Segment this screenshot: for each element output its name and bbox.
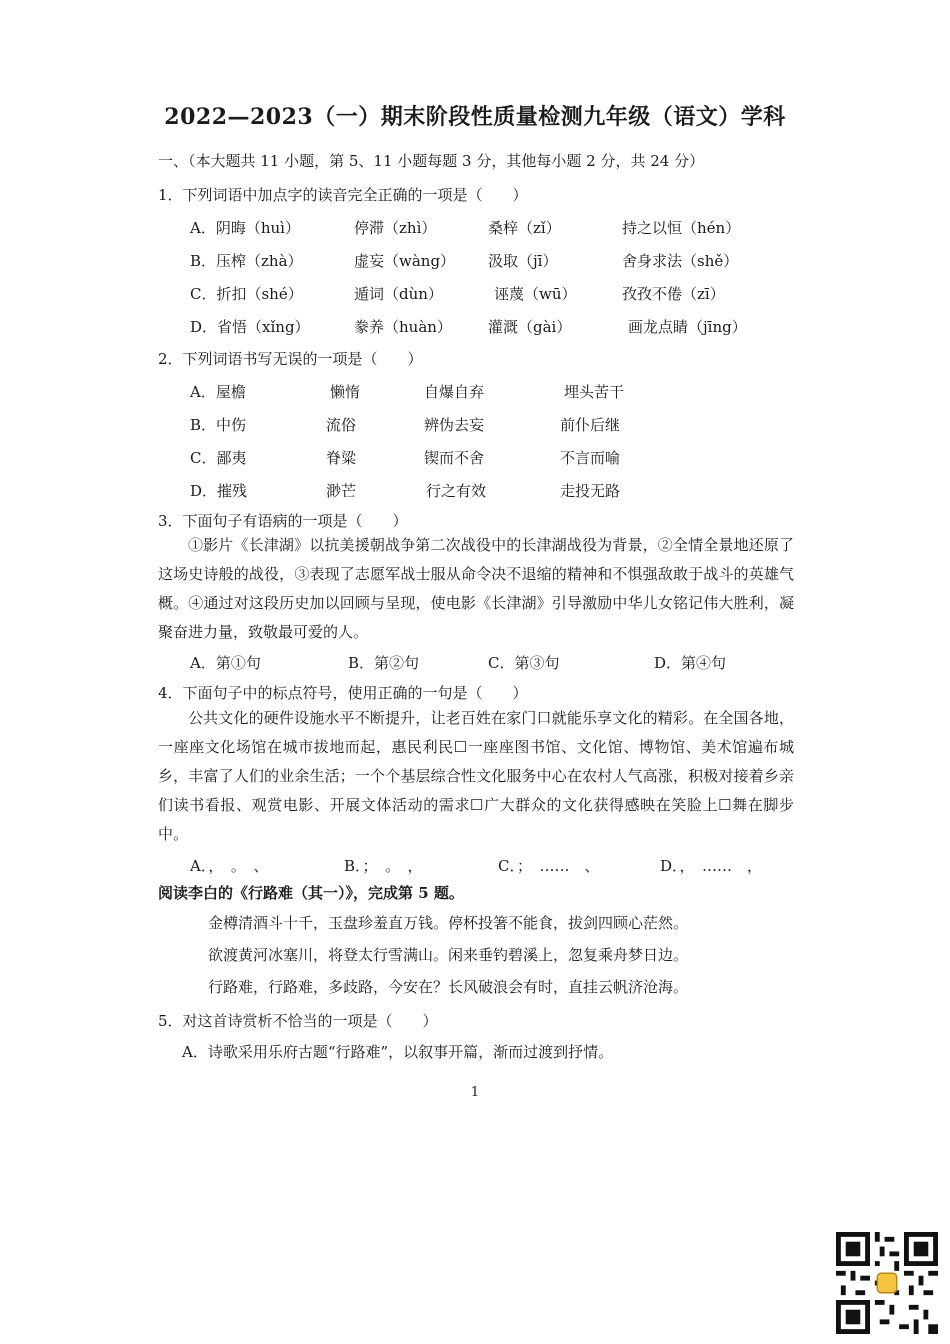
q2-option-c-1: C．鄙夷 bbox=[190, 449, 247, 467]
q3-option-b: B．第②句 bbox=[348, 654, 420, 672]
q4-option-b: B．； 。 ， bbox=[344, 857, 423, 875]
q1-option-c-3: 诬蔑（wū） bbox=[494, 285, 577, 303]
q1-option-b-3: 汲取（jī） bbox=[488, 252, 558, 270]
q1-option-a-4: 持之以恒（hén） bbox=[622, 219, 741, 237]
reading-intro: 阅读李白的《行路难（其一）》，完成第 5 题。 bbox=[158, 884, 464, 902]
q1-option-a-2: 停滞（zhì） bbox=[354, 219, 437, 237]
poem-line-3: 行路难，行路难，多歧路，今安在？长风破浪会有时，直挂云帆济沧海。 bbox=[208, 978, 689, 996]
q2-option-a-3: 自爆自弃 bbox=[424, 383, 485, 401]
q1-option-a-3: 桑梓（zǐ） bbox=[488, 219, 561, 237]
q1-option-d-4: 画龙点睛（jīng） bbox=[628, 318, 747, 336]
q2-option-d-3: 行之有效 bbox=[426, 482, 487, 500]
poem-line-2: 欲渡黄河冰塞川，将登太行雪满山。闲来垂钓碧溪上，忽复乘舟梦日边。 bbox=[208, 946, 689, 964]
q1-option-b-4: 舍身求法（shě） bbox=[622, 252, 739, 270]
q3-option-a: A．第①句 bbox=[190, 654, 261, 672]
q1-option-c-2: 遁词（dùn） bbox=[354, 285, 443, 303]
qr-code-icon bbox=[836, 1232, 938, 1334]
q1-option-c-1: C．折扣（shé） bbox=[190, 285, 303, 303]
question-3-stem: 3．下面句子有语病的一项是（ ） bbox=[158, 512, 408, 530]
q2-option-c-3: 锲而不舍 bbox=[424, 449, 485, 467]
q2-option-b-3: 辨伪去妄 bbox=[424, 416, 485, 434]
q2-option-a-4: 埋头苦干 bbox=[564, 383, 625, 401]
q1-option-c-4: 孜孜不倦（zī） bbox=[622, 285, 725, 303]
q2-option-a-1: A．屋檐 bbox=[190, 383, 246, 401]
q2-option-b-2: 流俗 bbox=[326, 416, 357, 434]
page-number: 1 bbox=[470, 1085, 480, 1100]
q1-option-b-1: B．压榨（zhà） bbox=[190, 252, 303, 270]
question-4-stem: 4．下面句子中的标点符号，使用正确的一句是（ ） bbox=[158, 684, 528, 702]
q1-option-d-2: 豢养（huàn） bbox=[354, 318, 452, 336]
q1-option-d-3: 灌溉（gài） bbox=[488, 318, 572, 336]
q2-option-b-1: B．中伤 bbox=[190, 416, 247, 434]
page-title: 2022—2023（一）期末阶段性质量检测九年级（语文）学科 bbox=[164, 104, 786, 130]
q2-option-d-1: D．摧残 bbox=[190, 482, 248, 500]
q3-option-d: D．第④句 bbox=[654, 654, 727, 672]
q2-option-d-2: 渺芒 bbox=[326, 482, 357, 500]
question-4-passage: 公共文化的硬件设施水平不断提升，让老百姓在家门口就能乐享文化的精彩。在全国各地，一座座文化场馆在城市拔地而起，惠民利民☐一座座图书馆、文化馆、博物馆、美术馆遍布城乡，丰富了人们的业余生活；一个个基层综合性文化服务中心在农村人气高涨，积极对接着乡亲们读书看报、观赏电影、开展文体活动的需求☐广大群众的文化获得感映在笑脸上☐舞在脚步中。 bbox=[158, 709, 794, 843]
q3-option-c: C．第③句 bbox=[488, 654, 560, 672]
section-heading: 一、（本大题共 11 小题，第 5、11 小题每题 3 分，其他每小题 2 分，共 24 分） bbox=[158, 152, 705, 170]
q4-option-c: C．； …… 、 bbox=[498, 857, 600, 875]
q2-option-a-2: 懒惰 bbox=[330, 383, 361, 401]
q2-option-c-2: 脊粱 bbox=[326, 449, 357, 467]
question-3-passage: ①影片《长津湖》以抗美援朝战争第二次战役中的长津湖战役为背景，②全情全景地还原了这场史诗般的战役，③表现了志愿军战士服从命令决不退缩的精神和不惧强敌敢于战斗的英雄气概。④通过对这段历史加以回顾与呈现，使电影《长津湖》引导激励中华儿女铭记伟大胜利，凝聚奋进力量，致敬最可爱的人。 bbox=[158, 536, 794, 641]
question-2-stem: 2．下列词语书写无误的一项是（ ） bbox=[158, 350, 423, 368]
q2-option-b-4: 前仆后继 bbox=[560, 416, 621, 434]
q4-option-d: D．， …… ， bbox=[660, 857, 763, 875]
question-1-stem: 1．下列词语中加点字的读音完全正确的一项是（ ） bbox=[158, 186, 528, 204]
q1-option-d-1: D．省悟（xǐng） bbox=[190, 318, 310, 336]
question-5-stem: 5．对这首诗赏析不恰当的一项是（ ） bbox=[158, 1012, 438, 1030]
q5-option-a: A．诗歌采用乐府古题“行路难”，以叙事开篇，渐而过渡到抒情。 bbox=[182, 1043, 614, 1061]
poem-line-1: 金樽清酒斗十千，玉盘珍羞直万钱。停杯投箸不能食，拔剑四顾心茫然。 bbox=[208, 914, 689, 932]
q2-option-d-4: 走投无路 bbox=[560, 482, 621, 500]
q1-option-a-1: A．阴晦（huì） bbox=[190, 219, 300, 237]
q4-option-a: A．， 。 、 bbox=[190, 857, 269, 875]
q2-option-c-4: 不言而喻 bbox=[560, 449, 621, 467]
q1-option-b-2: 虚妄（wàng） bbox=[354, 252, 456, 270]
